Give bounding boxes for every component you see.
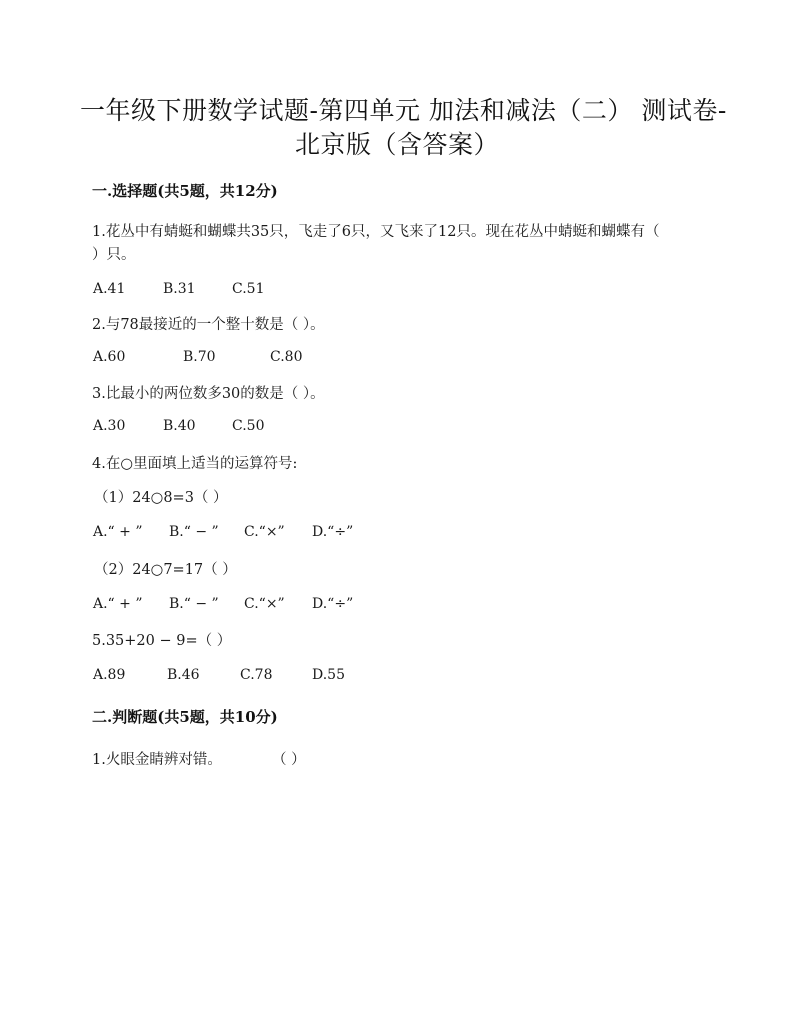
option-c: C.51 (232, 281, 265, 297)
section-heading-choice: 一.选择题(共5题，共12分) (92, 182, 278, 200)
option-a: A.“ + ” (93, 524, 143, 540)
option-c: C.80 (270, 349, 303, 365)
option-a: A.“ + ” (93, 596, 143, 612)
option-b: B.“ − ” (169, 596, 219, 612)
question-4-sub1-text: （1）24○8=3（ ） (94, 490, 228, 506)
option-b: B.40 (163, 418, 196, 434)
option-a: A.41 (93, 281, 126, 297)
option-b: B.“ − ” (169, 524, 219, 540)
section-heading-judgement: 二.判断题(共5题，共10分) (92, 708, 278, 726)
option-a: A.60 (93, 349, 126, 365)
option-d: D.55 (312, 667, 345, 683)
judgement-question-1-text: 1.火眼金睛辨对错。 (92, 752, 222, 768)
document-title-line2: 北京版（含答案） (294, 130, 499, 159)
option-a: A.30 (93, 418, 126, 434)
question-5-text: 5.35+20 − 9=（ ） (92, 633, 232, 649)
option-b: B.70 (183, 349, 216, 365)
option-c: C.78 (240, 667, 273, 683)
question-1-text-line2: ）只。 (92, 247, 136, 263)
option-a: A.89 (93, 667, 126, 683)
option-c: C.50 (232, 418, 265, 434)
question-1-text-line1: 1.花丛中有蜻蜓和蝴蝶共35只，飞走了6只，又飞来了12只。现在花丛中蜻蜓和蝴蝶有（ (92, 224, 660, 240)
question-2-text: 2.与78最接近的一个整十数是（ ）。 (92, 317, 325, 333)
judgement-question-1-blank: （ ） (272, 752, 306, 768)
document-title-line1: 一年级下册数学试题-第四单元 加法和减法（二） 测试卷- (80, 96, 727, 125)
question-4-sub2-text: （2）24○7=17（ ） (94, 562, 237, 578)
option-d: D.“÷” (312, 524, 354, 540)
option-d: D.“÷” (312, 596, 354, 612)
question-4-text: 4.在○里面填上适当的运算符号: (92, 456, 298, 472)
option-c: C.“×” (244, 524, 285, 540)
option-c: C.“×” (244, 596, 285, 612)
option-b: B.46 (167, 667, 200, 683)
option-b: B.31 (163, 281, 196, 297)
question-3-text: 3.比最小的两位数多30的数是（ ）。 (92, 386, 325, 402)
